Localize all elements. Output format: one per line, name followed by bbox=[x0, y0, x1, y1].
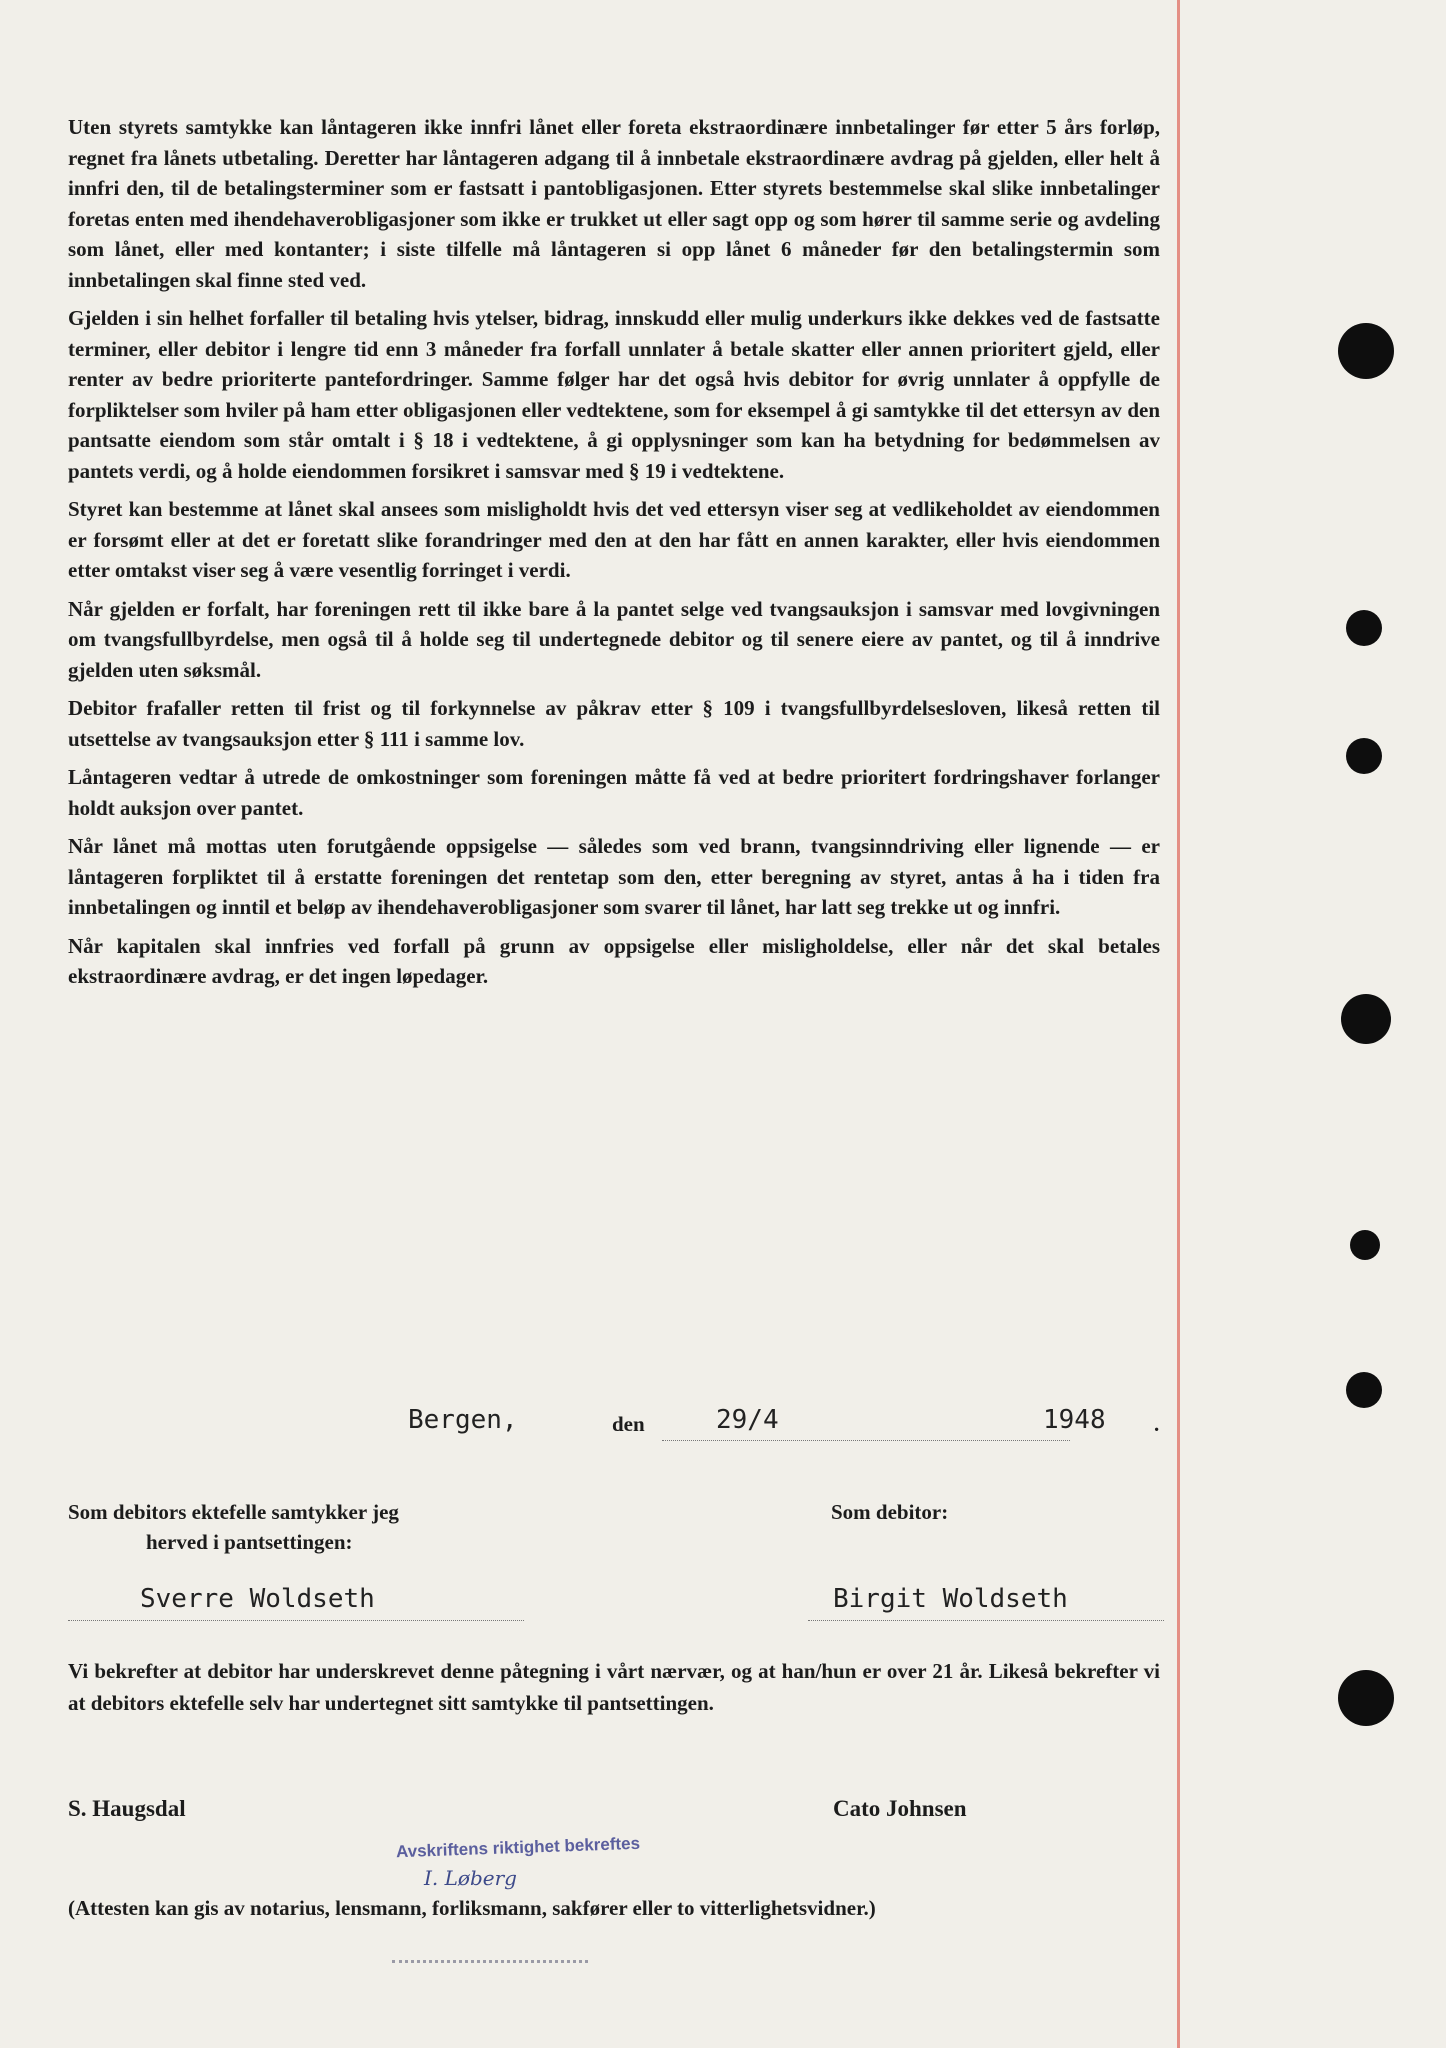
terms-text bbox=[68, 112, 1160, 1000]
date-year: 1948 bbox=[1043, 1405, 1106, 1435]
paragraph-neglect: Styret kan bestemme at lånet skal ansees som misligholdt hvis det ved ettersyn viser seg at vedlikeholdet av eiendommen er forsømt eller at det er foretatt slike forandringer med den at den har fått en annen karakter, eller hvis eiendommen etter omtakst viser seg å være vesentlig forringet i verdi. bbox=[68, 497, 1160, 582]
debtor-label: Som debitor: bbox=[831, 1500, 949, 1524]
date-period: . bbox=[1154, 1412, 1160, 1436]
punch-hole bbox=[1350, 1230, 1380, 1260]
date-place: Bergen, bbox=[408, 1405, 518, 1435]
witness-left: S. Haugsdal bbox=[68, 1796, 186, 1821]
date-value: 29/4 bbox=[716, 1405, 779, 1435]
attestation-note: (Attesten kan gis av notarius, lensmann, forliksmann, sakfører eller to vitterlighetsvidner.) bbox=[68, 1896, 876, 1920]
spouse-signature: Sverre Woldseth bbox=[140, 1584, 375, 1614]
stamp-signature: I. Løberg bbox=[424, 1866, 517, 1890]
spouse-consent-line2: herved i pantsettingen: bbox=[146, 1530, 353, 1554]
margin-rule bbox=[1177, 0, 1180, 2048]
punch-hole bbox=[1346, 738, 1382, 774]
witness-confirmation: Vi bekrefter at debitor har underskrevet denne påtegning i vårt nærvær, og at han/hun er over 21 år. Likeså bekrefter vi at debitors ektefelle selv har undertegnet sitt samtykke til pantsettingen. bbox=[68, 1659, 1160, 1715]
punch-hole bbox=[1338, 323, 1394, 379]
copy-certified-stamp: Avskriftens riktighet bekreftes bbox=[395, 1833, 641, 1862]
witness-right: Cato Johnsen bbox=[833, 1796, 967, 1821]
paragraph-notice-waiver: Debitor frafaller retten til frist og til forkynnelse av påkrav etter § 109 i tvangsfullbyrdelsesloven, likeså retten til utsettelse av tvangsauksjon etter § 111 i samme lov. bbox=[68, 696, 1160, 751]
date-underline bbox=[662, 1440, 1070, 1441]
spouse-consent-line1: Som debitors ektefelle samtykker jeg bbox=[68, 1500, 399, 1524]
paragraph-no-grace-days: Når kapitalen skal innfries ved forfall på grunn av oppsigelse eller misligholdelse, eller når det skal betales ekstraordinære avdrag, er det ingen løpedager. bbox=[68, 933, 1160, 988]
debtor-signature-line bbox=[808, 1620, 1164, 1621]
punch-hole bbox=[1341, 994, 1391, 1044]
date-den-label: den bbox=[612, 1412, 645, 1436]
faint-stamp-mark bbox=[392, 1960, 588, 1963]
punch-hole bbox=[1338, 1670, 1394, 1726]
debtor-signature: Birgit Woldseth bbox=[833, 1584, 1068, 1614]
paragraph-early-repayment: Uten styrets samtykke kan låntageren ikke innfri lånet eller foreta ekstraordinære innbetalinger før etter 5 års forløp, regnet fra lånets utbetaling. Deretter har låntageren adgang til å innbetale ekstraordinære avdrag på gjelden, eller helt å innfri den, til de betalingsterminer som er fastsatt i pantobligasjonen. Etter styrets bestemmelse skal slike innbetalinger foretas enten med ihendehaverobligasjoner som ikke er trukket ut eller sagt opp og som hører til samme serie og avdeling som lånet, eller med kontanter; i siste tilfelle må låntageren si opp lånet 6 måneder før den betalingstermin som innbetalingen skal finne sted ved. bbox=[68, 115, 1160, 292]
paragraph-interest-loss: Når lånet må mottas uten forutgående oppsigelse — således som ved brann, tvangsinndriving eller lignende — er låntageren forpliktet til å erstatte foreningen det rentetap som den, etter beregning av styret, antas å ha i tiden fra innbetalingen og inntil et beløp av ihendehaverobligasjoner som svarer til lånet, har latt seg trekke ut og innfri. bbox=[68, 834, 1160, 919]
punch-hole bbox=[1346, 1372, 1382, 1408]
paragraph-costs: Låntageren vedtar å utrede de omkostninger som foreningen måtte få ved at bedre prioritert fordringshaver forlanger holdt auksjon over pantet. bbox=[68, 765, 1160, 820]
paragraph-forced-sale: Når gjelden er forfalt, har foreningen rett til ikke bare å la pantet selge ved tvangsauksjon i samsvar med lovgivningen om tvangsfullbyrdelse, men også til å holde seg til undertegnede debitor og til senere eiere av pantet, og til å inndrive gjelden uten søksmål. bbox=[68, 596, 1160, 682]
spouse-signature-line bbox=[68, 1620, 524, 1621]
paragraph-default-triggers: Gjelden i sin helhet forfaller til betaling hvis ytelser, bidrag, innskudd eller mulig underkurs ikke dekkes ved de fastsatte terminer, eller debitor i lengre tid enn 3 måneder fra forfall unnlater å betale skatter eller annen prioritert gjeld, eller renter av bedre prioriterte pantefordringer. Samme følger har det også hvis debitor for øvrig unnlater å oppfylle de forpliktelser som hviler på ham etter obligasjonen eller vedtektene, som for eksempel å gi samtykke til det ettersyn av den pantsatte eiendom som står omtalt i § 18 i vedtektene, å gi opplysninger som kan ha betydning for bedømmelsen av pantets verdi, og å holde eiendommen forsikret i samsvar med § 19 i vedtektene. bbox=[68, 306, 1160, 483]
punch-hole bbox=[1346, 610, 1382, 646]
